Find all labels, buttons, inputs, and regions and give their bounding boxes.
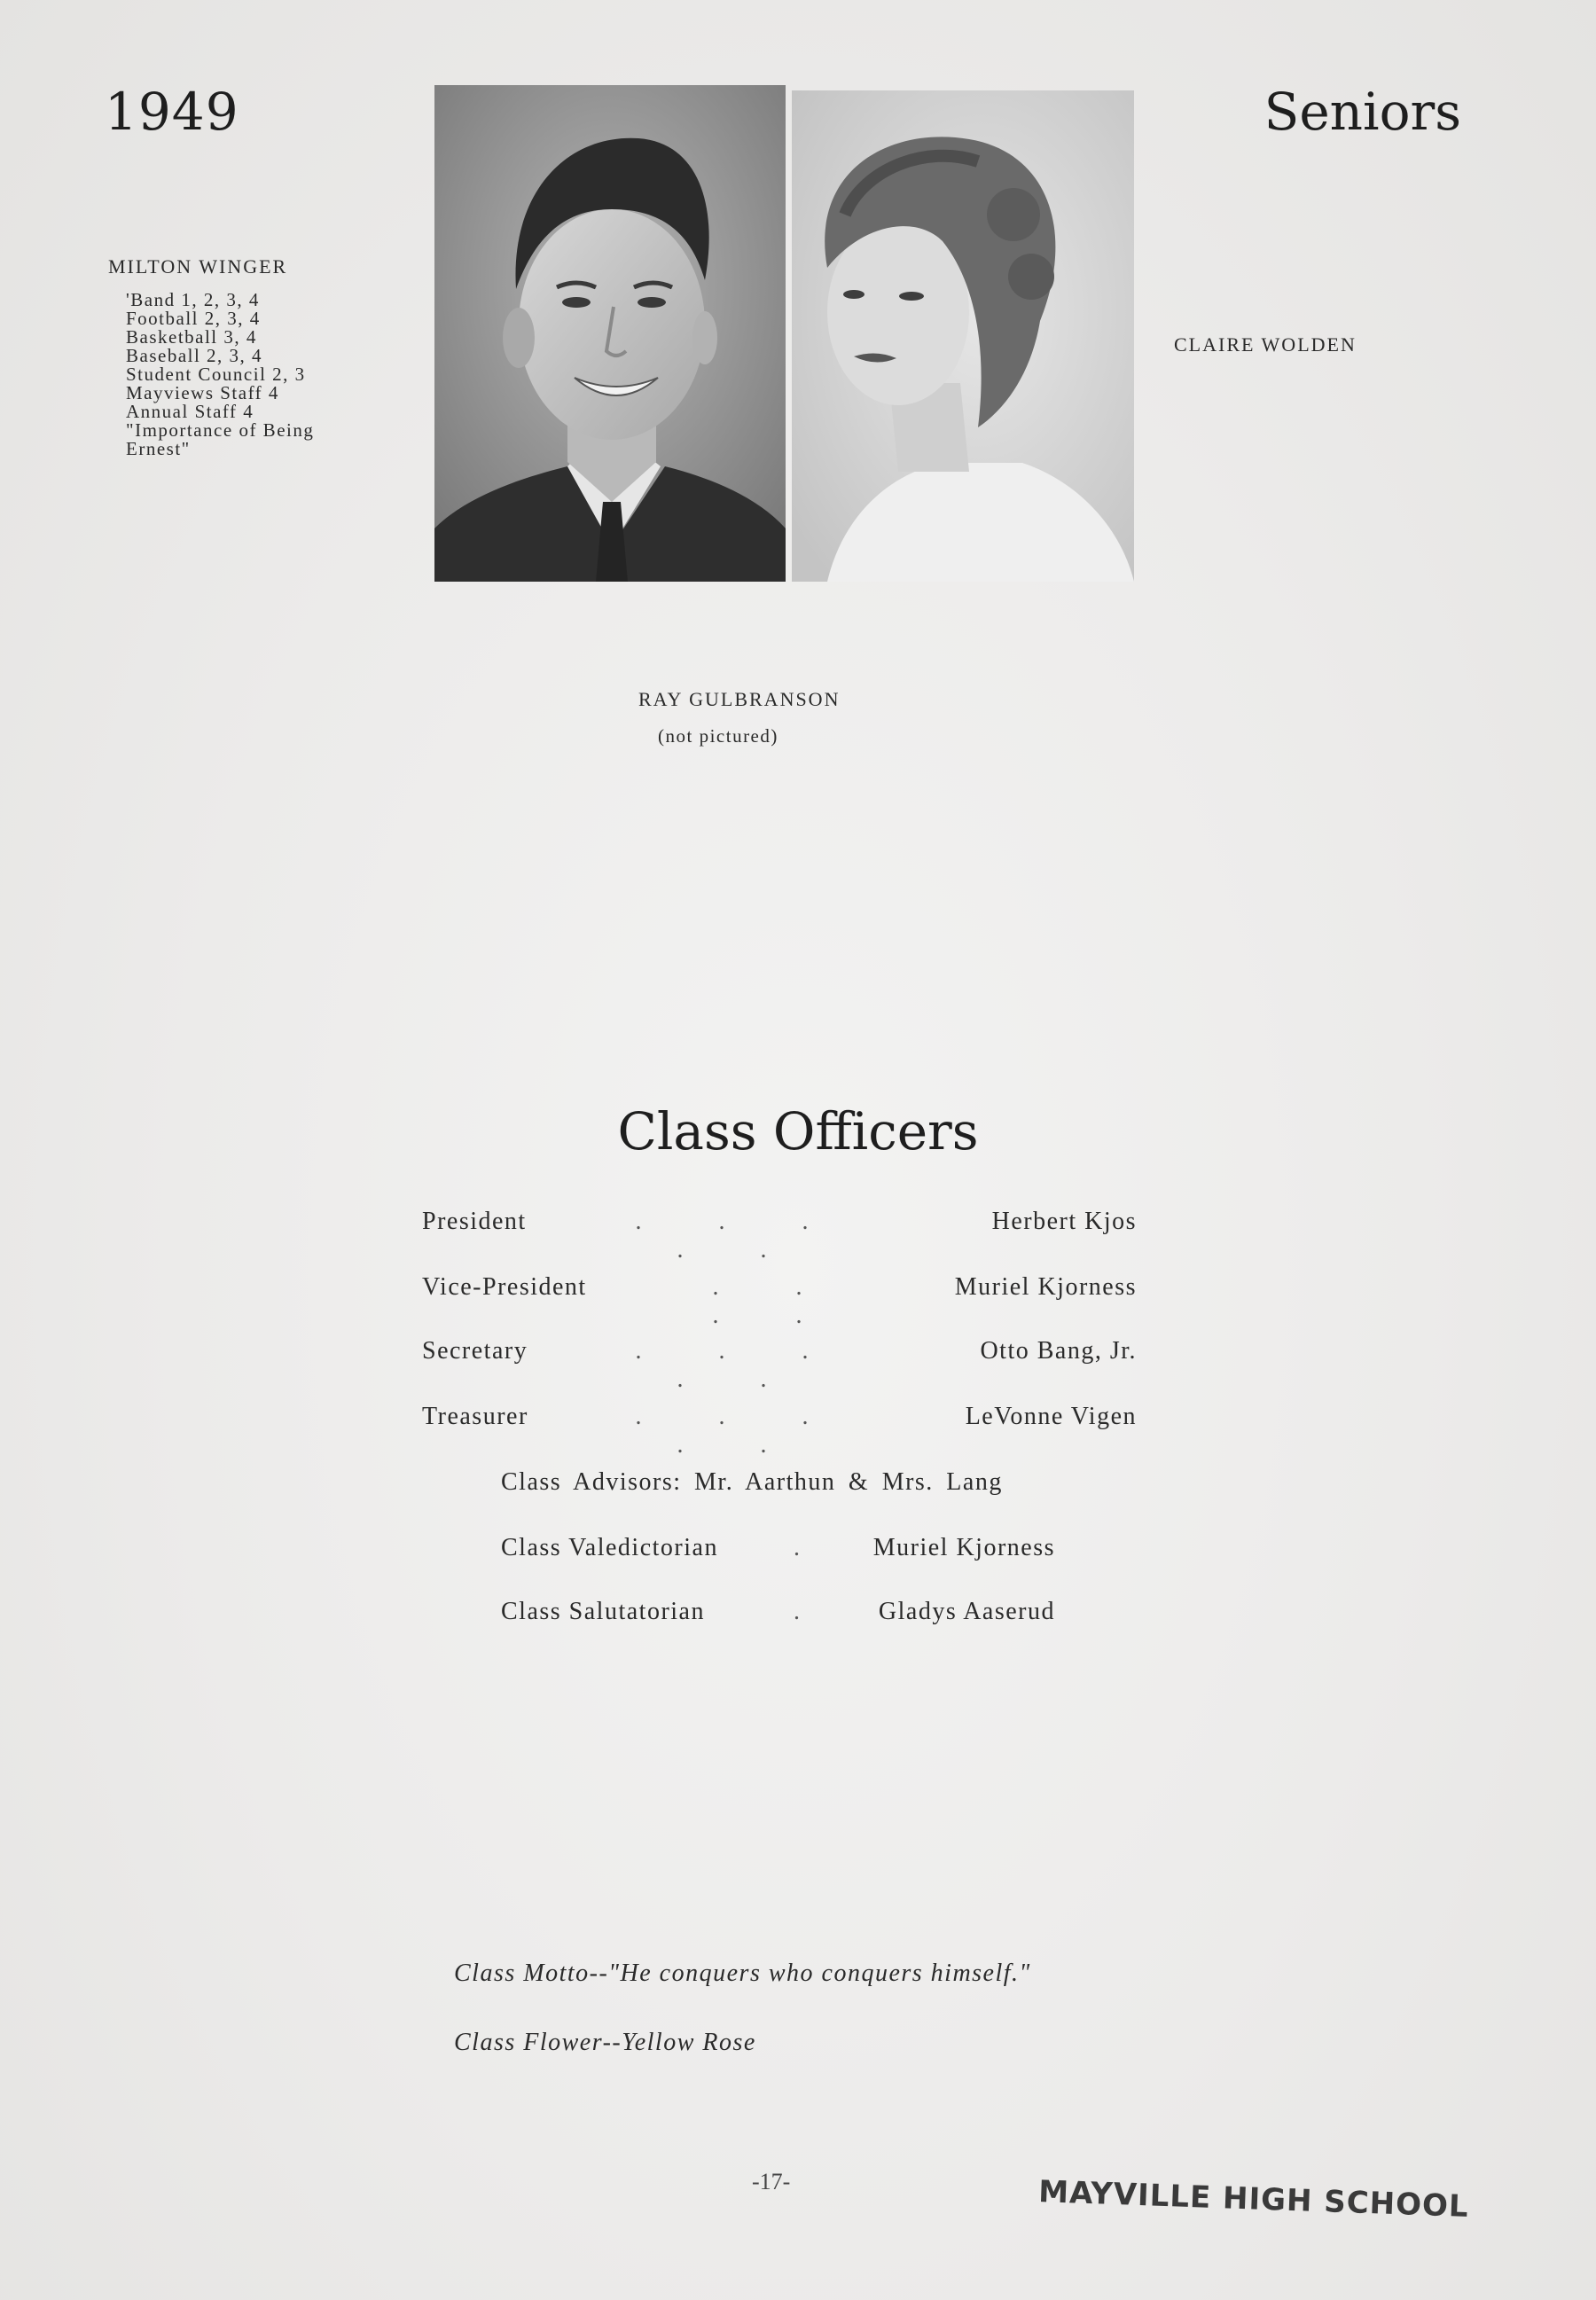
officer-role: Vice-President [422,1273,587,1301]
officer-name: Otto Bang, Jr. [980,1337,1137,1365]
leader-dots: . . . . [712,1273,838,1329]
officer-row-treasurer [422,1403,1137,1459]
class-advisors-row [501,1468,1055,1504]
class-motto: Class Motto--"He conquers who conquers himself." [454,1960,1031,1987]
portrait-male-image [434,85,786,582]
officer-role: Treasurer [422,1403,528,1430]
leader-dots: . . . . . [635,1337,844,1393]
student-name-milton: MILTON WINGER [108,255,288,278]
leader-dots: . . . . . [635,1208,844,1263]
student-name-ray: RAY GULBRANSON [638,688,841,710]
claire-wolden-photo [792,90,1134,582]
officer-row-president [422,1208,1137,1263]
activity-item: "Importance of Being [126,419,315,441]
honor-role: Class Valedictorian [501,1534,718,1561]
leader-dot: . [794,1534,802,1561]
valedictorian-row [501,1534,1055,1569]
officer-name: Herbert Kjos [991,1208,1137,1235]
activity-item: Baseball 2, 3, 4 [126,345,263,366]
officer-role: President [422,1208,527,1235]
activity-item: Ernest" [126,438,191,459]
class-officers-heading: Class Officers [617,1101,979,1162]
class-advisors-text: Class Advisors: Mr. Aarthun & Mrs. Lang [501,1468,1003,1496]
school-stamp: MAYVILLE HIGH SCHOOL [1037,2174,1470,2225]
leader-dots: . . . . . [635,1403,844,1459]
activity-item: Annual Staff 4 [126,401,254,422]
activity-item: Football 2, 3, 4 [126,308,261,329]
honor-name: Gladys Aaserud [878,1598,1055,1625]
salutatorian-row [501,1598,1055,1633]
page-year: 1949 [105,82,239,142]
page-number: -17- [752,2169,791,2194]
student-name-claire: CLAIRE WOLDEN [1174,333,1357,356]
activities-list [126,291,392,458]
officer-name: Muriel Kjorness [954,1273,1137,1301]
officer-row-secretary [422,1337,1137,1393]
activity-item: Mayviews Staff 4 [126,382,279,403]
milton-winger-photo [434,85,786,582]
not-pictured-note: (not pictured) [658,725,778,747]
activity-item: Basketball 3, 4 [126,326,257,348]
class-flower: Class Flower--Yellow Rose [454,2029,756,2056]
officer-role: Secretary [422,1337,528,1365]
portrait-female-image [792,90,1134,582]
honor-role: Class Salutatorian [501,1598,705,1625]
officer-row-vice-president [422,1273,1137,1329]
leader-dot: . [794,1598,802,1625]
activity-item: 'Band 1, 2, 3, 4 [126,289,260,310]
activity-item: Student Council 2, 3 [126,364,306,385]
officer-name: LeVonne Vigen [965,1403,1137,1430]
section-title: Seniors [1264,82,1461,142]
honor-name: Muriel Kjorness [872,1534,1055,1561]
